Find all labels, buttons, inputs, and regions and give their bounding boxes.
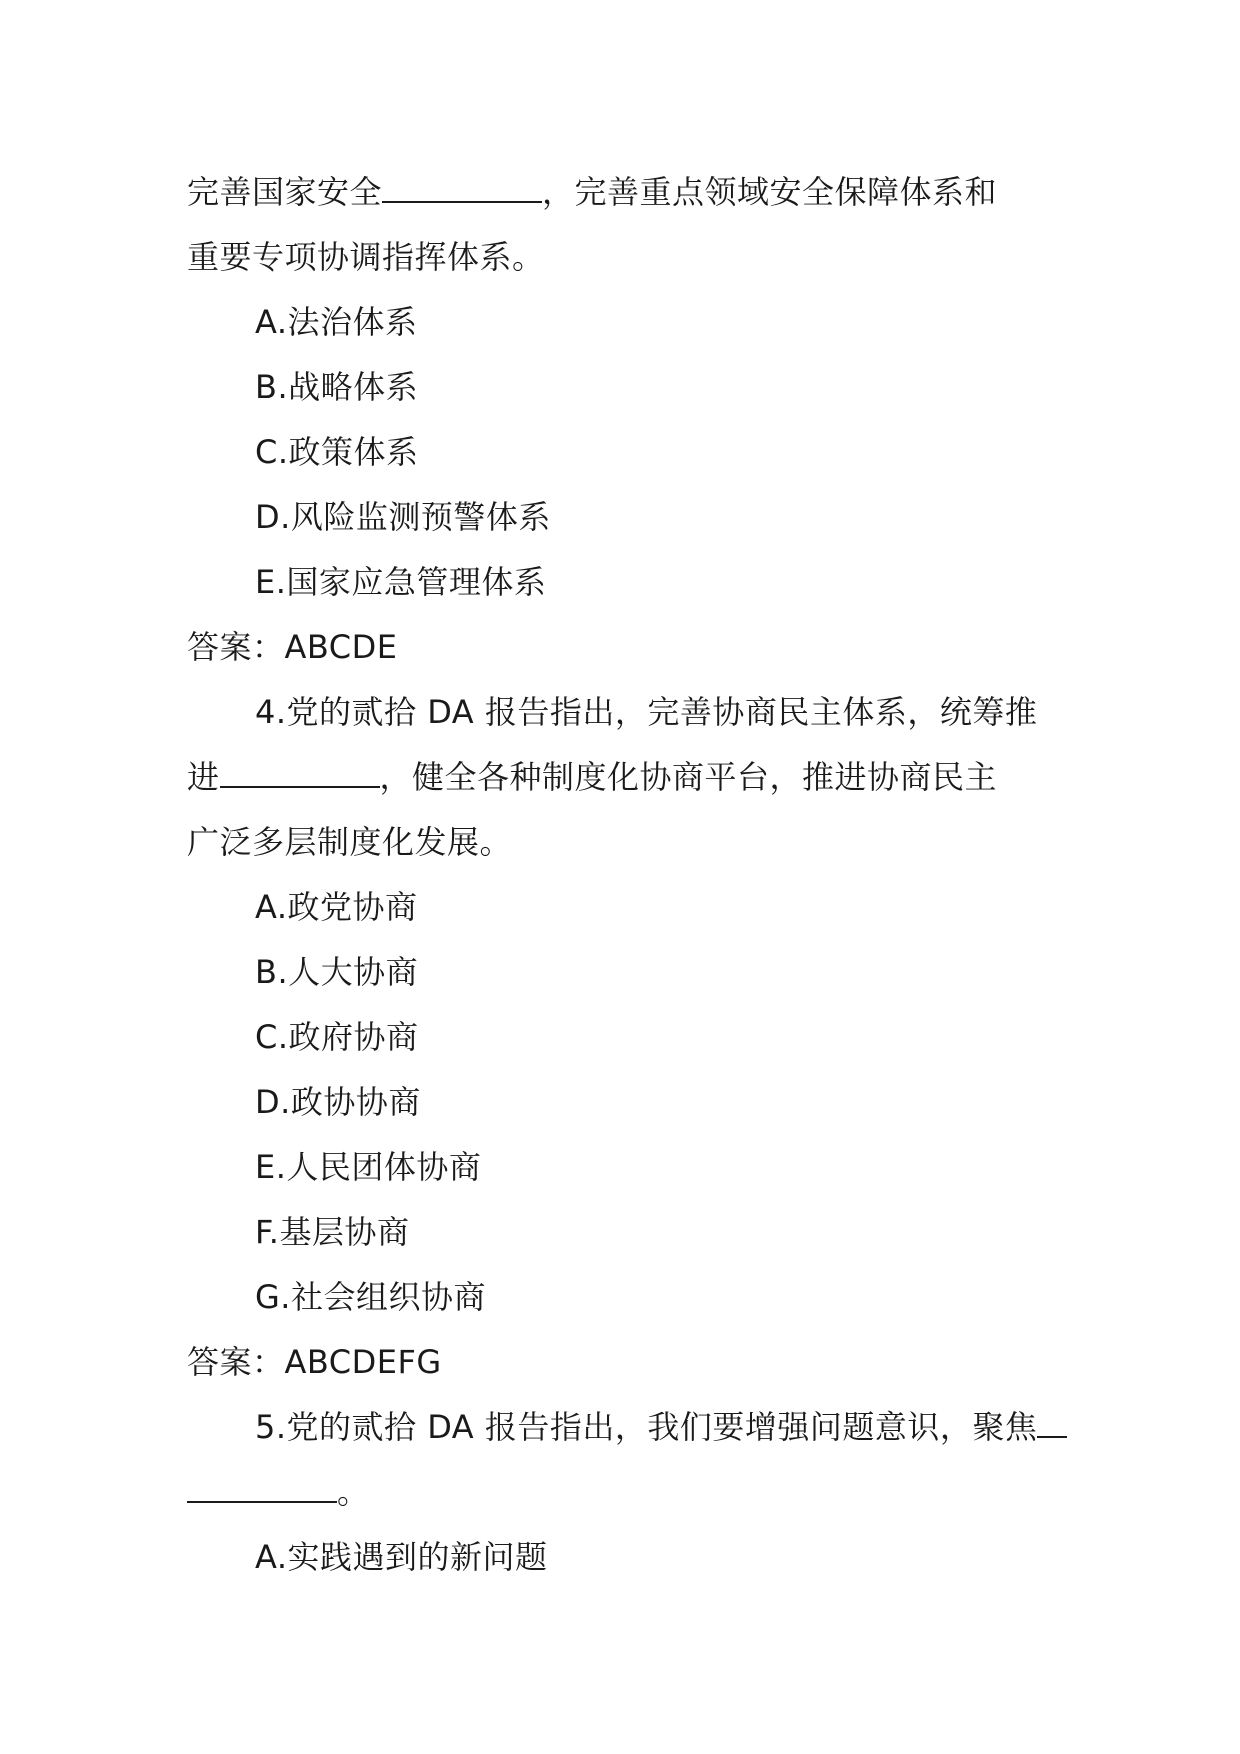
- q3-option-b: B.战略体系: [255, 368, 419, 406]
- fill-blank: [187, 1491, 337, 1503]
- q3-option-a: A.法治体系: [255, 303, 418, 341]
- q4-option-a: A.政党协商: [255, 888, 418, 926]
- q4-option-d: D.政协协商: [255, 1083, 421, 1121]
- q3-stem-line-1: [187, 160, 1057, 225]
- q5-stem-line-2: [187, 1460, 1057, 1525]
- q4-option-f: F.基层协商: [255, 1213, 410, 1251]
- document-page: [187, 160, 1057, 1590]
- q3-stem-text: ，完善重点领域安全保障体系和: [542, 173, 998, 211]
- q4-option-c: C.政府协商: [255, 1018, 419, 1056]
- q4-answer: 答案：ABCDEFG: [187, 1343, 442, 1381]
- fill-blank: [382, 191, 542, 203]
- fill-blank: [220, 776, 380, 788]
- q5-stem-text: 5.党的贰拾 DA 报告指出，我们要增强问题意识，聚焦: [255, 1408, 1038, 1446]
- q3-stem-text: 完善国家安全: [187, 173, 383, 211]
- q4-stem-line-1: 4.党的贰拾 DA 报告指出，完善协商民主体系，统筹推: [255, 693, 1038, 731]
- q3-option-e: E.国家应急管理体系: [255, 563, 547, 601]
- fill-blank: [1037, 1426, 1067, 1438]
- q3-option-c: C.政策体系: [255, 433, 419, 471]
- q4-option-e: E.人民团体协商: [255, 1148, 482, 1186]
- q5-stem-text: 。: [337, 1473, 370, 1511]
- q3-option-d: D.风险监测预警体系: [255, 498, 551, 536]
- q5-stem-line-1: [187, 1395, 1057, 1460]
- q4-option-g: G.社会组织协商: [255, 1278, 486, 1316]
- q5-option-a: A.实践遇到的新问题: [255, 1538, 548, 1576]
- q4-stem-line-3: 广泛多层制度化发展。: [187, 823, 513, 861]
- q4-stem-text: 进: [187, 758, 220, 796]
- q3-stem-line-2: 重要专项协调指挥体系。: [187, 238, 545, 276]
- q4-stem-line-2: [187, 745, 1057, 810]
- q4-option-b: B.人大协商: [255, 953, 419, 991]
- q3-answer: 答案：ABCDE: [187, 628, 398, 666]
- q4-stem-text: ，健全各种制度化协商平台，推进协商民主: [379, 758, 998, 796]
